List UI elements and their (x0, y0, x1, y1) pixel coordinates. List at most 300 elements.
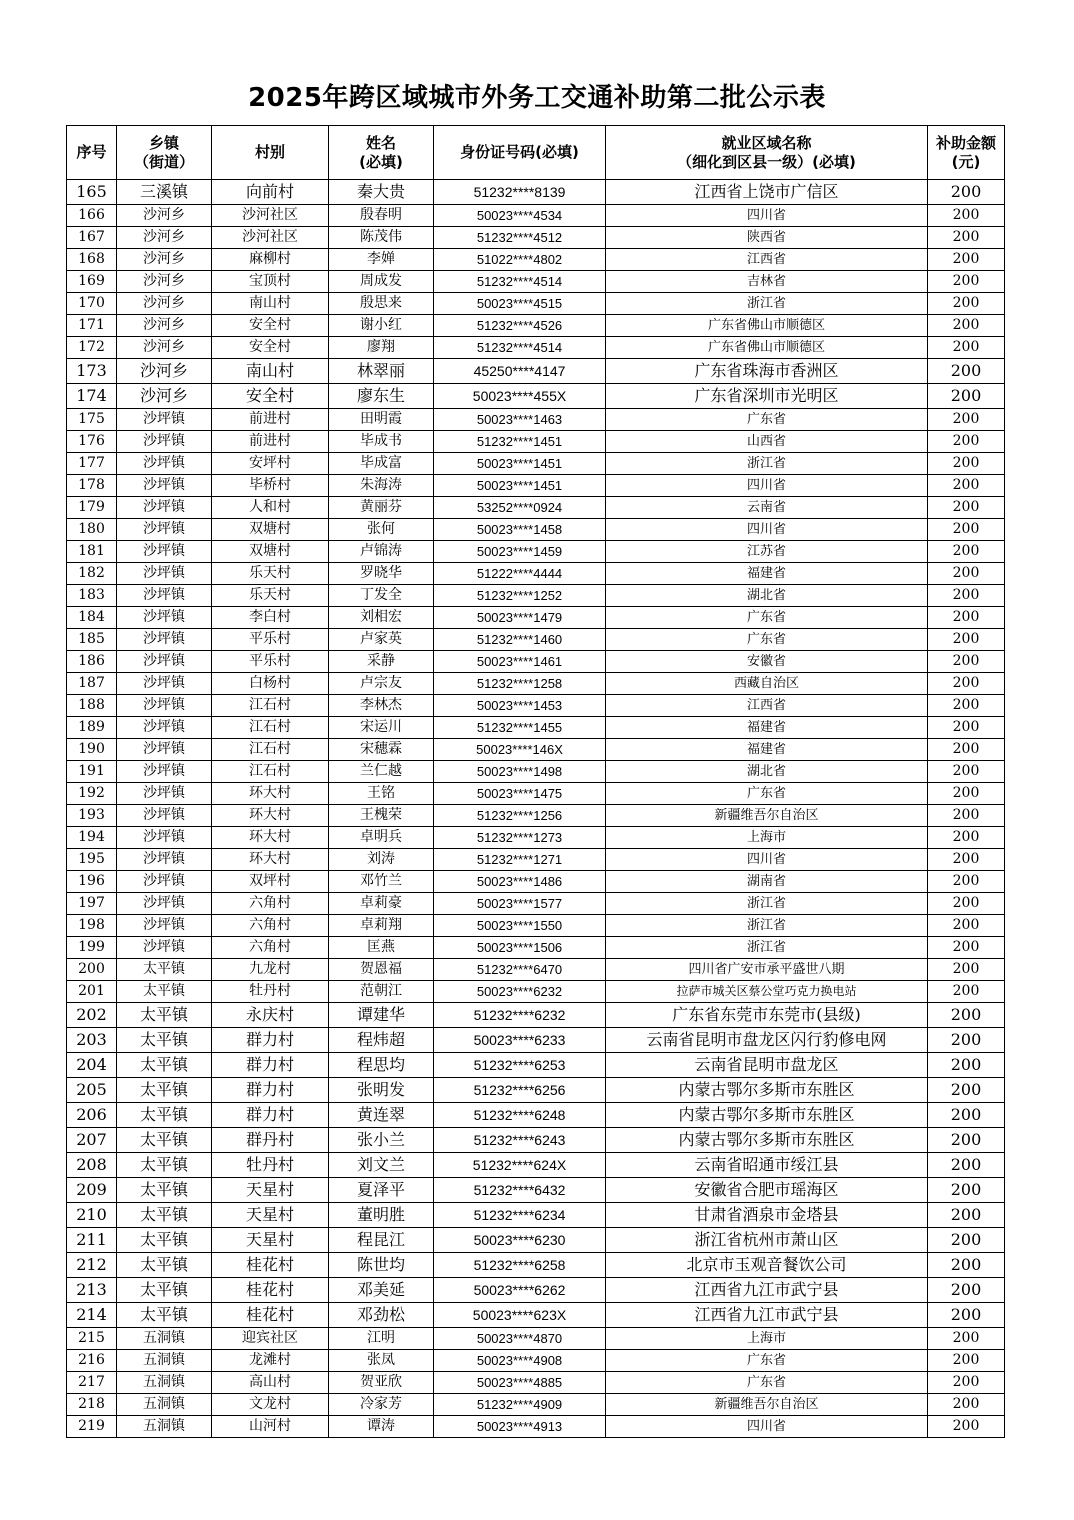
cell-area: 拉萨市城关区蔡公堂巧克力换电站 (606, 981, 928, 1003)
cell-name: 丁发全 (329, 585, 434, 607)
table-row (67, 739, 1005, 761)
cell-id: 50023****146X (434, 739, 606, 761)
cell-township: 沙坪镇 (117, 431, 212, 453)
cell-id: 50023****6233 (434, 1028, 606, 1053)
cell-seq: 190 (67, 739, 117, 761)
cell-amount: 200 (928, 475, 1005, 497)
table-row (67, 959, 1005, 981)
cell-amount: 200 (928, 180, 1005, 205)
cell-township: 沙坪镇 (117, 915, 212, 937)
cell-village: 六角村 (212, 915, 329, 937)
cell-id: 45250****4147 (434, 359, 606, 384)
cell-township: 沙坪镇 (117, 673, 212, 695)
cell-township: 沙坪镇 (117, 717, 212, 739)
cell-village: 沙河社区 (212, 205, 329, 227)
cell-name: 陈世均 (329, 1253, 434, 1278)
cell-amount: 200 (928, 1028, 1005, 1053)
cell-seq: 196 (67, 871, 117, 893)
cell-area: 湖北省 (606, 585, 928, 607)
cell-seq: 211 (67, 1228, 117, 1253)
cell-amount: 200 (928, 805, 1005, 827)
table-row (67, 1416, 1005, 1438)
cell-township: 沙坪镇 (117, 871, 212, 893)
cell-village: 江石村 (212, 695, 329, 717)
table-row (67, 673, 1005, 695)
cell-id: 50023****1577 (434, 893, 606, 915)
cell-amount: 200 (928, 337, 1005, 359)
cell-amount: 200 (928, 1328, 1005, 1350)
cell-name: 匡燕 (329, 937, 434, 959)
cell-amount: 200 (928, 519, 1005, 541)
cell-township: 沙坪镇 (117, 739, 212, 761)
cell-area: 四川省广安市承平盛世八期 (606, 959, 928, 981)
cell-amount: 200 (928, 541, 1005, 563)
cell-id: 51232****1258 (434, 673, 606, 695)
header-area: 就业区域名称 （细化到区县一级）(必填) (606, 126, 928, 180)
cell-township: 沙河乡 (117, 315, 212, 337)
cell-township: 沙坪镇 (117, 541, 212, 563)
cell-village: 环大村 (212, 783, 329, 805)
table-row (67, 1178, 1005, 1203)
cell-area: 甘肃省酒泉市金塔县 (606, 1203, 928, 1228)
cell-area: 四川省 (606, 475, 928, 497)
cell-id: 50023****1486 (434, 871, 606, 893)
table-row (67, 695, 1005, 717)
cell-id: 51232****4512 (434, 227, 606, 249)
cell-id: 51232****6256 (434, 1078, 606, 1103)
cell-village: 安全村 (212, 384, 329, 409)
cell-area: 云南省昆明市盘龙区 (606, 1053, 928, 1078)
table-row (67, 249, 1005, 271)
cell-area: 湖南省 (606, 871, 928, 893)
cell-village: 南山村 (212, 359, 329, 384)
cell-id: 50023****1498 (434, 761, 606, 783)
cell-township: 五洞镇 (117, 1350, 212, 1372)
table-row (67, 497, 1005, 519)
cell-township: 沙坪镇 (117, 651, 212, 673)
cell-township: 太平镇 (117, 1128, 212, 1153)
cell-village: 群力村 (212, 1103, 329, 1128)
cell-amount: 200 (928, 1228, 1005, 1253)
cell-village: 李白村 (212, 607, 329, 629)
table-row (67, 585, 1005, 607)
cell-id: 51232****1256 (434, 805, 606, 827)
table-row (67, 893, 1005, 915)
cell-seq: 179 (67, 497, 117, 519)
cell-township: 沙坪镇 (117, 453, 212, 475)
cell-township: 太平镇 (117, 1153, 212, 1178)
table-row (67, 1278, 1005, 1303)
cell-township: 太平镇 (117, 1003, 212, 1028)
cell-village: 毕桥村 (212, 475, 329, 497)
cell-name: 采静 (329, 651, 434, 673)
cell-village: 群力村 (212, 1053, 329, 1078)
cell-village: 沙河社区 (212, 227, 329, 249)
cell-name: 宋运川 (329, 717, 434, 739)
cell-name: 卓莉豪 (329, 893, 434, 915)
table-row (67, 1003, 1005, 1028)
cell-seq: 199 (67, 937, 117, 959)
header-township: 乡镇 （街道） (117, 126, 212, 180)
cell-name: 卢锦涛 (329, 541, 434, 563)
cell-township: 太平镇 (117, 959, 212, 981)
cell-area: 广东省东莞市东莞市(县级) (606, 1003, 928, 1028)
cell-seq: 218 (67, 1394, 117, 1416)
cell-name: 卓莉翔 (329, 915, 434, 937)
cell-area: 江西省上饶市广信区 (606, 180, 928, 205)
cell-id: 50023****4913 (434, 1416, 606, 1438)
cell-seq: 176 (67, 431, 117, 453)
cell-amount: 200 (928, 871, 1005, 893)
cell-name: 陈茂伟 (329, 227, 434, 249)
cell-township: 沙坪镇 (117, 849, 212, 871)
table-row (67, 937, 1005, 959)
table-row (67, 981, 1005, 1003)
cell-amount: 200 (928, 959, 1005, 981)
table-row (67, 1203, 1005, 1228)
cell-area: 广东省佛山市顺德区 (606, 315, 928, 337)
cell-amount: 200 (928, 849, 1005, 871)
cell-township: 沙河乡 (117, 249, 212, 271)
cell-township: 太平镇 (117, 1203, 212, 1228)
cell-township: 沙坪镇 (117, 695, 212, 717)
cell-township: 太平镇 (117, 1228, 212, 1253)
cell-id: 50023****1506 (434, 937, 606, 959)
cell-seq: 187 (67, 673, 117, 695)
table-row (67, 849, 1005, 871)
cell-id: 51232****6243 (434, 1128, 606, 1153)
cell-village: 安全村 (212, 337, 329, 359)
cell-amount: 200 (928, 1153, 1005, 1178)
cell-id: 50023****1475 (434, 783, 606, 805)
table-row (67, 475, 1005, 497)
cell-township: 太平镇 (117, 1078, 212, 1103)
header-seq: 序号 (67, 126, 117, 180)
cell-township: 五洞镇 (117, 1416, 212, 1438)
cell-id: 51222****4444 (434, 563, 606, 585)
cell-village: 前进村 (212, 409, 329, 431)
cell-village: 环大村 (212, 849, 329, 871)
table-row (67, 1350, 1005, 1372)
cell-amount: 200 (928, 271, 1005, 293)
cell-seq: 170 (67, 293, 117, 315)
cell-amount: 200 (928, 1278, 1005, 1303)
cell-township: 沙坪镇 (117, 937, 212, 959)
cell-seq: 194 (67, 827, 117, 849)
cell-area: 四川省 (606, 1416, 928, 1438)
cell-id: 51232****6234 (434, 1203, 606, 1228)
cell-id: 50023****623X (434, 1303, 606, 1328)
cell-village: 群力村 (212, 1028, 329, 1053)
table-row (67, 519, 1005, 541)
cell-id: 50023****4534 (434, 205, 606, 227)
cell-name: 廖翔 (329, 337, 434, 359)
cell-village: 文龙村 (212, 1394, 329, 1416)
cell-village: 安全村 (212, 315, 329, 337)
cell-township: 五洞镇 (117, 1372, 212, 1394)
table-row (67, 629, 1005, 651)
table-row (67, 1028, 1005, 1053)
cell-id: 50023****4885 (434, 1372, 606, 1394)
cell-name: 卢宗友 (329, 673, 434, 695)
cell-township: 太平镇 (117, 1103, 212, 1128)
cell-id: 50023****1451 (434, 475, 606, 497)
cell-amount: 200 (928, 1103, 1005, 1128)
cell-township: 五洞镇 (117, 1394, 212, 1416)
cell-seq: 174 (67, 384, 117, 409)
cell-seq: 189 (67, 717, 117, 739)
cell-township: 沙河乡 (117, 293, 212, 315)
cell-area: 江西省 (606, 249, 928, 271)
cell-seq: 167 (67, 227, 117, 249)
cell-township: 太平镇 (117, 1028, 212, 1053)
page-title: 2025年跨区域城市外务工交通补助第二批公示表 (248, 83, 826, 113)
cell-village: 白杨村 (212, 673, 329, 695)
cell-township: 三溪镇 (117, 180, 212, 205)
cell-name: 林翠丽 (329, 359, 434, 384)
cell-amount: 200 (928, 607, 1005, 629)
cell-name: 罗晓华 (329, 563, 434, 585)
table-row (67, 271, 1005, 293)
cell-amount: 200 (928, 409, 1005, 431)
cell-village: 永庆村 (212, 1003, 329, 1028)
table-row (67, 431, 1005, 453)
cell-village: 桂花村 (212, 1278, 329, 1303)
table-row (67, 205, 1005, 227)
cell-amount: 200 (928, 563, 1005, 585)
cell-seq: 195 (67, 849, 117, 871)
cell-id: 51232****6432 (434, 1178, 606, 1203)
cell-name: 殷思来 (329, 293, 434, 315)
cell-id: 51232****1455 (434, 717, 606, 739)
cell-township: 沙坪镇 (117, 827, 212, 849)
cell-amount: 200 (928, 1178, 1005, 1203)
cell-township: 沙坪镇 (117, 497, 212, 519)
cell-seq: 212 (67, 1253, 117, 1278)
cell-name: 江明 (329, 1328, 434, 1350)
cell-amount: 200 (928, 1394, 1005, 1416)
table-row (67, 1228, 1005, 1253)
cell-area: 上海市 (606, 827, 928, 849)
cell-village: 群丹村 (212, 1128, 329, 1153)
cell-area: 四川省 (606, 849, 928, 871)
cell-township: 沙河乡 (117, 359, 212, 384)
cell-amount: 200 (928, 359, 1005, 384)
cell-area: 广东省珠海市香洲区 (606, 359, 928, 384)
cell-area: 浙江省 (606, 915, 928, 937)
header-id: 身份证号码(必填) (434, 126, 606, 180)
cell-id: 50023****1458 (434, 519, 606, 541)
cell-seq: 206 (67, 1103, 117, 1128)
cell-area: 四川省 (606, 519, 928, 541)
cell-amount: 200 (928, 937, 1005, 959)
cell-amount: 200 (928, 1003, 1005, 1028)
cell-area: 湖北省 (606, 761, 928, 783)
cell-seq: 210 (67, 1203, 117, 1228)
cell-id: 50023****6232 (434, 981, 606, 1003)
cell-id: 50023****1461 (434, 651, 606, 673)
cell-area: 北京市玉观音餐饮公司 (606, 1253, 928, 1278)
cell-seq: 180 (67, 519, 117, 541)
cell-name: 范朝江 (329, 981, 434, 1003)
cell-name: 邓劲松 (329, 1303, 434, 1328)
cell-seq: 165 (67, 180, 117, 205)
table-row (67, 1128, 1005, 1153)
cell-seq: 186 (67, 651, 117, 673)
cell-township: 太平镇 (117, 1253, 212, 1278)
table-row (67, 761, 1005, 783)
cell-township: 沙坪镇 (117, 805, 212, 827)
cell-id: 53252****0924 (434, 497, 606, 519)
cell-area: 内蒙古鄂尔多斯市东胜区 (606, 1078, 928, 1103)
cell-amount: 200 (928, 384, 1005, 409)
table-row (67, 453, 1005, 475)
cell-id: 50023****1451 (434, 453, 606, 475)
cell-name: 刘涛 (329, 849, 434, 871)
table-row (67, 1153, 1005, 1178)
cell-township: 太平镇 (117, 981, 212, 1003)
table-row (67, 717, 1005, 739)
cell-village: 环大村 (212, 805, 329, 827)
cell-area: 内蒙古鄂尔多斯市东胜区 (606, 1128, 928, 1153)
cell-township: 沙坪镇 (117, 563, 212, 585)
cell-seq: 200 (67, 959, 117, 981)
cell-name: 程炜超 (329, 1028, 434, 1053)
cell-seq: 184 (67, 607, 117, 629)
cell-township: 太平镇 (117, 1178, 212, 1203)
cell-id: 51232****6470 (434, 959, 606, 981)
table-row (67, 315, 1005, 337)
cell-village: 牡丹村 (212, 1153, 329, 1178)
cell-amount: 200 (928, 249, 1005, 271)
cell-township: 沙坪镇 (117, 409, 212, 431)
cell-village: 桂花村 (212, 1253, 329, 1278)
cell-seq: 198 (67, 915, 117, 937)
cell-name: 冷家芳 (329, 1394, 434, 1416)
cell-seq: 215 (67, 1328, 117, 1350)
cell-name: 黄丽芬 (329, 497, 434, 519)
table-row (67, 1103, 1005, 1128)
table-row (67, 1253, 1005, 1278)
cell-area: 安徽省合肥市瑶海区 (606, 1178, 928, 1203)
cell-village: 群力村 (212, 1078, 329, 1103)
cell-amount: 200 (928, 1350, 1005, 1372)
cell-seq: 216 (67, 1350, 117, 1372)
table-row (67, 409, 1005, 431)
cell-seq: 208 (67, 1153, 117, 1178)
cell-seq: 202 (67, 1003, 117, 1028)
cell-amount: 200 (928, 915, 1005, 937)
table-row (67, 1328, 1005, 1350)
table-row (67, 607, 1005, 629)
cell-amount: 200 (928, 717, 1005, 739)
cell-township: 五洞镇 (117, 1328, 212, 1350)
cell-seq: 185 (67, 629, 117, 651)
cell-village: 前进村 (212, 431, 329, 453)
cell-seq: 197 (67, 893, 117, 915)
cell-village: 山河村 (212, 1416, 329, 1438)
cell-seq: 175 (67, 409, 117, 431)
cell-name: 贺亚欣 (329, 1372, 434, 1394)
cell-area: 浙江省 (606, 293, 928, 315)
cell-township: 沙河乡 (117, 271, 212, 293)
cell-area: 云南省昆明市盘龙区闪行豹修电网 (606, 1028, 928, 1053)
cell-name: 张何 (329, 519, 434, 541)
cell-township: 沙河乡 (117, 205, 212, 227)
cell-id: 50023****6262 (434, 1278, 606, 1303)
cell-id: 51232****1271 (434, 849, 606, 871)
cell-id: 50023****1459 (434, 541, 606, 563)
cell-area: 云南省昭通市绥江县 (606, 1153, 928, 1178)
cell-area: 福建省 (606, 739, 928, 761)
cell-township: 沙河乡 (117, 337, 212, 359)
header-name: 姓名 (必填) (329, 126, 434, 180)
cell-area: 广东省 (606, 607, 928, 629)
cell-township: 沙坪镇 (117, 585, 212, 607)
cell-area: 新疆维吾尔自治区 (606, 1394, 928, 1416)
table-header-row (67, 126, 1005, 180)
cell-area: 浙江省 (606, 893, 928, 915)
cell-name: 谢小红 (329, 315, 434, 337)
table-row (67, 293, 1005, 315)
cell-seq: 177 (67, 453, 117, 475)
cell-amount: 200 (928, 827, 1005, 849)
cell-amount: 200 (928, 227, 1005, 249)
table-row (67, 783, 1005, 805)
cell-name: 张小兰 (329, 1128, 434, 1153)
cell-area: 广东省 (606, 1350, 928, 1372)
cell-amount: 200 (928, 1128, 1005, 1153)
table-row (67, 541, 1005, 563)
cell-name: 张明发 (329, 1078, 434, 1103)
cell-area: 福建省 (606, 563, 928, 585)
cell-name: 贺恩福 (329, 959, 434, 981)
cell-township: 太平镇 (117, 1053, 212, 1078)
cell-seq: 205 (67, 1078, 117, 1103)
cell-area: 上海市 (606, 1328, 928, 1350)
cell-name: 宋穗霖 (329, 739, 434, 761)
cell-amount: 200 (928, 315, 1005, 337)
cell-seq: 207 (67, 1128, 117, 1153)
cell-area: 广东省 (606, 629, 928, 651)
table-body (67, 180, 1005, 1438)
cell-village: 江石村 (212, 739, 329, 761)
cell-id: 51232****1273 (434, 827, 606, 849)
cell-area: 江苏省 (606, 541, 928, 563)
cell-village: 六角村 (212, 937, 329, 959)
cell-township: 沙河乡 (117, 227, 212, 249)
cell-village: 人和村 (212, 497, 329, 519)
cell-township: 沙河乡 (117, 384, 212, 409)
cell-amount: 200 (928, 1053, 1005, 1078)
cell-area: 云南省 (606, 497, 928, 519)
cell-name: 黄连翠 (329, 1103, 434, 1128)
cell-village: 乐天村 (212, 585, 329, 607)
cell-name: 邓竹兰 (329, 871, 434, 893)
cell-area: 广东省深圳市光明区 (606, 384, 928, 409)
cell-area: 浙江省杭州市萧山区 (606, 1228, 928, 1253)
cell-village: 龙滩村 (212, 1350, 329, 1372)
table-row (67, 227, 1005, 249)
cell-village: 天星村 (212, 1203, 329, 1228)
table-row (67, 384, 1005, 409)
cell-township: 沙坪镇 (117, 607, 212, 629)
cell-name: 刘文兰 (329, 1153, 434, 1178)
cell-village: 迎宾社区 (212, 1328, 329, 1350)
cell-area: 吉林省 (606, 271, 928, 293)
cell-village: 双塘村 (212, 541, 329, 563)
cell-seq: 191 (67, 761, 117, 783)
